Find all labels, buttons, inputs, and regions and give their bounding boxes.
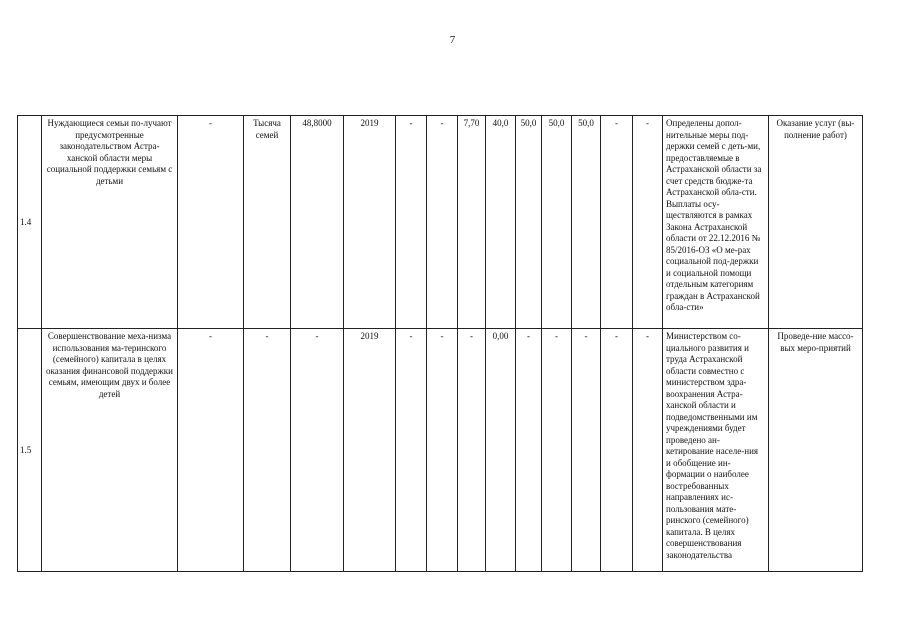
unit-cell: - — [244, 329, 291, 572]
measure-name: Нуждающиеся семьи по-лучают предусмотренные законодательством Астра-ханской области меры социальной поддержки семьям с детьми — [42, 116, 178, 329]
year-cell: 2019 — [344, 329, 396, 572]
table-cell: - — [633, 329, 663, 572]
table-cell: 0,00 — [486, 329, 516, 572]
result-description: Определены допол-нительные меры под-держки семей с деть-ми, предоставляемые в Астраханской области за счет средств бюдже-та Астраханской обла-сти. Выплаты осу-ществляются в рамках Закона Астраханской области от 22.12.2016 № 85/2016-ОЗ «О ме-рах социальной под-держки и социальной помощи отдельным категориям граждан в Астраханской обла-сти» — [663, 116, 769, 329]
row-number: 1.4 — [18, 116, 42, 329]
table-cell: - — [178, 116, 244, 329]
table-cell: - — [572, 329, 601, 572]
table-cell: - — [396, 116, 427, 329]
result-description: Министерством со-циального развития и труда Астраханской области совместно с министерством здра-воохранения Астра-ханской области и подведомственными им учреждениями будет проведено ан-кетирование населе-ния и обобщение ин-формации о наиболее востребованных направлениях ис-пользования мате-ринского (семейного) капитала. В целях совершенствования законодательства — [663, 329, 769, 572]
table-cell: - — [178, 329, 244, 572]
table-cell: 40,0 — [486, 116, 516, 329]
year-cell: 2019 — [344, 116, 396, 329]
table-row — [18, 116, 863, 329]
table-cell: - — [601, 116, 633, 329]
table-cell: 50,0 — [516, 116, 542, 329]
page-number: 7 — [449, 34, 456, 46]
table-cell: - — [458, 329, 486, 572]
table-cell: - — [396, 329, 427, 572]
activity-type: Оказание услуг (вы-полнение работ) — [769, 116, 863, 329]
table-cell: - — [516, 329, 542, 572]
table-cell: - — [427, 329, 458, 572]
table-cell: - — [633, 116, 663, 329]
row-number: 1.5 — [18, 329, 42, 572]
activity-type: Проведе-ние массо-вых меро-приятий — [769, 329, 863, 572]
table-row — [18, 329, 863, 572]
measures-table — [17, 115, 863, 572]
measure-name: Совершенствование меха-низма использования ма-теринского (семейного) капитала в целях оказания финансовой поддержки семьям, имеющим двух и более детей — [42, 329, 178, 572]
table-cell: 50,0 — [542, 116, 572, 329]
table-cell: - — [427, 116, 458, 329]
base-value-cell: - — [291, 329, 344, 572]
base-value-cell: 48,8000 — [291, 116, 344, 329]
table-cell: - — [542, 329, 572, 572]
table-cell: - — [601, 329, 633, 572]
table-cell: 7,70 — [458, 116, 486, 329]
unit-cell: Тысяча семей — [244, 116, 291, 329]
table-cell: 50,0 — [572, 116, 601, 329]
